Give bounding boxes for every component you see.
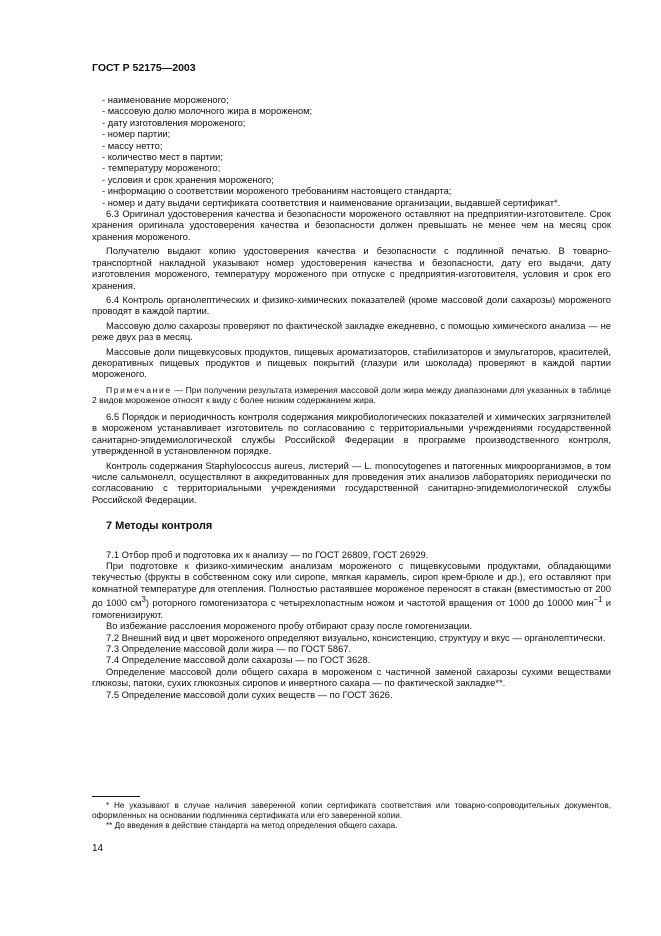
paragraph-6-5-control: Контроль содержания Staphylococcus aureus, листерий — L. monocytogenes и патогенных микроорганизмов, в том числе сальмонелл, осуществляют в аккредитованных для проведения этих анализов лабораториях периодически по согласованию с территориальными учреждениями государственной санитарно-эпидемиологической службы Российской Федерации.: [92, 459, 611, 505]
requisites-list: [92, 94, 611, 208]
footnotes: [92, 801, 611, 832]
paragraph-7-1-preparation: [92, 560, 611, 620]
list-item: - массу нетто;: [102, 139, 163, 151]
paragraph-7-4-total-sugar: Определение массовой доли общего сахара в мороженом с частичной заменой сахарозы сухими веществами глюкозы, патоки, сухих глюкозных сиропов и инвертного сахара — по фактической закладке**.: [92, 665, 611, 689]
section-title: 7 Методы контроля: [106, 520, 213, 533]
page-body: [92, 94, 611, 700]
text-fragment: ) роторного гомогенизатора с четырехлопастным ножом и частотой вращения от 1000 до 10000 мин: [145, 597, 594, 609]
footnote: ** До введения в действие стандарта на метод определения общего сахара.: [106, 821, 398, 831]
paragraph-7-4: 7.4 Определение массовой доли сахарозы — по ГОСТ 3628.: [106, 654, 371, 666]
paragraph-7-1-sampling: Во избежание расслоения мороженого пробу отбирают сразу после гомогенизации.: [106, 620, 473, 632]
list-item: - температуру мороженого;: [102, 162, 221, 174]
text-fragment: При подготовке к физико-химическим анализам мороженого с пищевкусовыми продуктами, обладающими текучестью (фрукты в собственном соку или сиропе, мягкая карамель, сироп крем-брюле и др.), его оставляют при комнатной температуре для отепления. Полностью растаявшее мороженое переносят в стакан (вместимостью от 200 до 1000 см: [92, 560, 611, 609]
list-item: - информацию о соответствии мороженого требованиям настоящего стандарта;: [102, 185, 452, 197]
note-text: — При получении результата измерения массовой доли жира между диапазонами для указанных в таблице 2 видов мороженое относят к виду с более низким содержанием жира.: [92, 384, 611, 406]
list-item: - номер партии;: [102, 128, 171, 140]
note: [92, 385, 611, 406]
footnote-divider: [92, 796, 140, 797]
paragraph-6-4: 6.4 Контроль органолептических и физико-химических показателей (кроме массовой доли сахарозы) мороженого проводят в каждой партии.: [92, 293, 611, 317]
superscript: 3: [141, 595, 146, 605]
page-number: 14: [92, 843, 104, 854]
footnote: * Не указывают в случае наличия заверенной копии сертификата соответствия или товарно-сопроводительных документов, оформленных на основании подлинника сертификата или его заверенной копии.: [92, 801, 611, 821]
list-item: - условия и срок хранения мороженого;: [102, 173, 274, 185]
paragraph-7-3: 7.3 Определение массовой доли жира — по ГОСТ 5867.: [106, 642, 352, 654]
list-item: - количество мест в партии;: [102, 151, 223, 163]
paragraph-6-4-sucrose: Массовую долю сахарозы проверяют по фактической закладке ежедневно, с помощью химического анализа — не реже двух раз в месяц.: [92, 319, 611, 343]
list-item: - дату изготовления мороженого;: [102, 116, 246, 128]
paragraph-6-3-copy: Получателю выдают копию удостоверения качества и безопасности с подлинной печатью. В товарно-транспортной накладной указывают номер удостоверения качества и безопасности, дату его выдачи, дату изготовления мороженого, температуру мороженого при отпуске с предприятия-изготовителя, условия и срок его хранения.: [92, 245, 611, 291]
superscript: −1: [593, 595, 603, 605]
paragraph-7-1: 7.1 Отбор проб и подготовка их к анализу — по ГОСТ 26809, ГОСТ 26929.: [106, 548, 429, 560]
list-item: - номер и дату выдачи сертификата соответствия и наименование организации, выдавшей сертификат*.: [102, 196, 561, 208]
paragraph-7-2: 7.2 Внешний вид и цвет мороженого определяют визуально, консистенцию, структуру и вкус — органолептически.: [106, 631, 606, 643]
list-item: - массовую долю молочного жира в мороженом;: [102, 105, 313, 117]
paragraph-6-3: 6.3 Оригинал удостоверения качества и безопасности мороженого оставляют на предприятии-изготовителе. Срок хранения оригинала удостоверения качества и безопасности должен превышать не менее чем на месяц срок хранения мороженого.: [92, 208, 611, 242]
page-header-standard: ГОСТ Р 52175—2003: [92, 62, 196, 74]
paragraph-6-4-additives: Массовые доли пищевкусовых продуктов, пищевых ароматизаторов, стабилизаторов и эмульгаторов, красителей, декоративных пищевых продуктов и пищевых покрытий (глазури или шоколада) проверяют в каждой партии мороженого.: [92, 345, 611, 380]
list-item: - наименование мороженого;: [102, 94, 229, 105]
paragraph-7-5: 7.5 Определение массовой доли сухих веществ — по ГОСТ 3626.: [106, 688, 393, 700]
paragraph-6-5: 6.5 Порядок и периодичность контроля содержания микробиологических показателей и химических загрязнителей в мороженом устанавливает изготовитель по согласованию с территориальными учреждениями государственной санитарно-эпидемиологической службы Российской Федерации в программе производственного контроля, утвержденной в установленном порядке.: [92, 410, 611, 457]
note-label: Примечание: [106, 384, 172, 395]
text-fragment: и гомогенизируют.: [92, 597, 612, 620]
